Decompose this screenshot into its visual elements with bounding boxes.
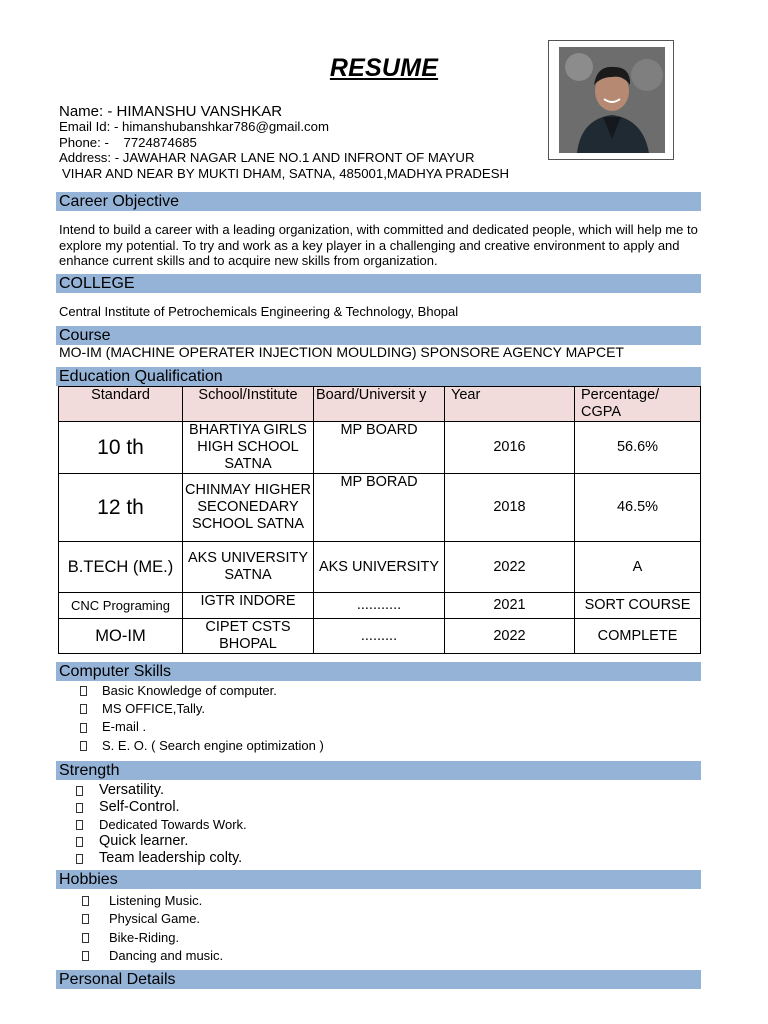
table-row (59, 542, 701, 593)
section-education: Education Qualification (56, 367, 701, 386)
bullet-icon (76, 837, 83, 847)
table-row (59, 422, 701, 474)
table-cell: ......... (314, 619, 445, 654)
list-item: Self-Control. (76, 799, 247, 816)
table-cell: 2022 (445, 619, 575, 654)
list-item: Bike-Riding. (82, 929, 223, 947)
table-cell: A (575, 542, 701, 593)
table-cell: 12 th (59, 474, 183, 542)
education-table (58, 386, 701, 654)
career-objective-text: Intend to build a career with a leading organization, with committed and dedicated people, which will help me to explore my potential. To try and work as a key player in a challenging and creative environment to apply and enhance current skills and to acquire new skills from organization. (59, 222, 698, 269)
header-cell: Year (445, 387, 575, 422)
table-row (59, 593, 701, 619)
section-hobbies: Hobbies (56, 870, 701, 889)
computer-skills-list (80, 682, 324, 755)
table-cell: IGTR INDORE (183, 593, 314, 619)
table-cell: CHINMAY HIGHER SECONEDARY SCHOOL SATNA (183, 474, 314, 542)
list-item: Team leadership colty. (76, 850, 247, 867)
header-cell: Standard (59, 387, 183, 422)
address-line-1: Address: - JAWAHAR NAGAR LANE NO.1 AND INFRONT OF MAYUR (59, 150, 475, 166)
resume-title: RESUME (329, 54, 439, 82)
list-item: Listening Music. (82, 892, 223, 910)
table-cell: CNC Programing (59, 593, 183, 619)
table-cell: MP BORAD (314, 474, 445, 542)
table-cell: AKS UNIVERSITY SATNA (183, 542, 314, 593)
bullet-icon (80, 686, 87, 696)
list-item: Quick learner. (76, 833, 247, 850)
bullet-icon (82, 896, 89, 906)
table-row (59, 619, 701, 654)
college-text: Central Institute of Petrochemicals Engineering & Technology, Bhopal (59, 304, 459, 319)
course-text: MO-IM (MACHINE OPERATER INJECTION MOULDING) SPONSORE AGENCY MAPCET (59, 344, 624, 360)
header-cell: Percentage/ CGPA (575, 387, 701, 422)
list-item: Basic Knowledge of computer. (80, 682, 324, 700)
list-item: S. E. O. ( Search engine optimization ) (80, 737, 324, 755)
table-cell: SORT COURSE (575, 593, 701, 619)
phone-line (59, 135, 509, 150)
section-career-objective: Career Objective (56, 192, 701, 211)
header-cell: School/Institute (183, 387, 314, 422)
bullet-icon (76, 854, 83, 864)
phone-label: Phone: - (59, 134, 109, 150)
bullet-icon (82, 914, 89, 924)
table-cell: AKS UNIVERSITY (314, 542, 445, 593)
profile-photo (559, 47, 665, 153)
table-cell: 2018 (445, 474, 575, 542)
table-cell: COMPLETE (575, 619, 701, 654)
profile-photo-frame (548, 40, 674, 160)
bullet-icon (82, 933, 89, 943)
section-course: Course (56, 326, 701, 345)
table-cell: 46.5% (575, 474, 701, 542)
section-strength: Strength (56, 761, 701, 780)
table-cell: MO-IM (59, 619, 183, 654)
list-item: MS OFFICE,Tally. (80, 700, 324, 718)
phone-number: 7724874685 (123, 134, 197, 150)
candidate-name: Name: - HIMANSHU VANSHKAR (59, 103, 283, 120)
table-cell: MP BOARD (314, 422, 445, 474)
email-line: Email Id: - himanshubanshkar786@gmail.com (59, 119, 329, 135)
section-computer-skills: Computer Skills (56, 662, 701, 681)
table-cell: BHARTIYA GIRLS HIGH SCHOOL SATNA (183, 422, 314, 474)
list-item: Versatility. (76, 782, 247, 799)
table-cell: 56.6% (575, 422, 701, 474)
list-item: Dedicated Towards Work. (76, 816, 247, 833)
table-cell: 2016 (445, 422, 575, 474)
bullet-icon (80, 741, 87, 751)
table-cell: 2021 (445, 593, 575, 619)
bullet-icon (80, 704, 87, 714)
address-line-2: VIHAR AND NEAR BY MUKTI DHAM, SATNA, 485001,MADHYA PRADESH (62, 165, 510, 181)
table-cell: 2022 (445, 542, 575, 593)
section-college: COLLEGE (56, 274, 701, 293)
list-item: E-mail . (80, 718, 324, 736)
table-cell: CIPET CSTS BHOPAL (183, 619, 314, 654)
bullet-icon (76, 786, 83, 796)
bullet-icon (76, 803, 83, 813)
bullet-icon (82, 951, 89, 961)
bullet-icon (80, 723, 87, 733)
table-cell: B.TECH (ME.) (59, 542, 183, 593)
list-item: Physical Game. (82, 910, 223, 928)
table-header-row (59, 387, 701, 422)
section-personal-details: Personal Details (56, 970, 701, 989)
header-cell: Board/Universit y (314, 387, 445, 422)
bullet-icon (76, 820, 83, 830)
hobbies-list (82, 892, 223, 965)
person-silhouette-icon (559, 47, 665, 153)
list-item: Dancing and music. (82, 947, 223, 965)
strength-list (76, 782, 247, 867)
table-cell: ........... (314, 593, 445, 619)
contact-block (59, 104, 509, 181)
table-row (59, 474, 701, 542)
table-cell: 10 th (59, 422, 183, 474)
